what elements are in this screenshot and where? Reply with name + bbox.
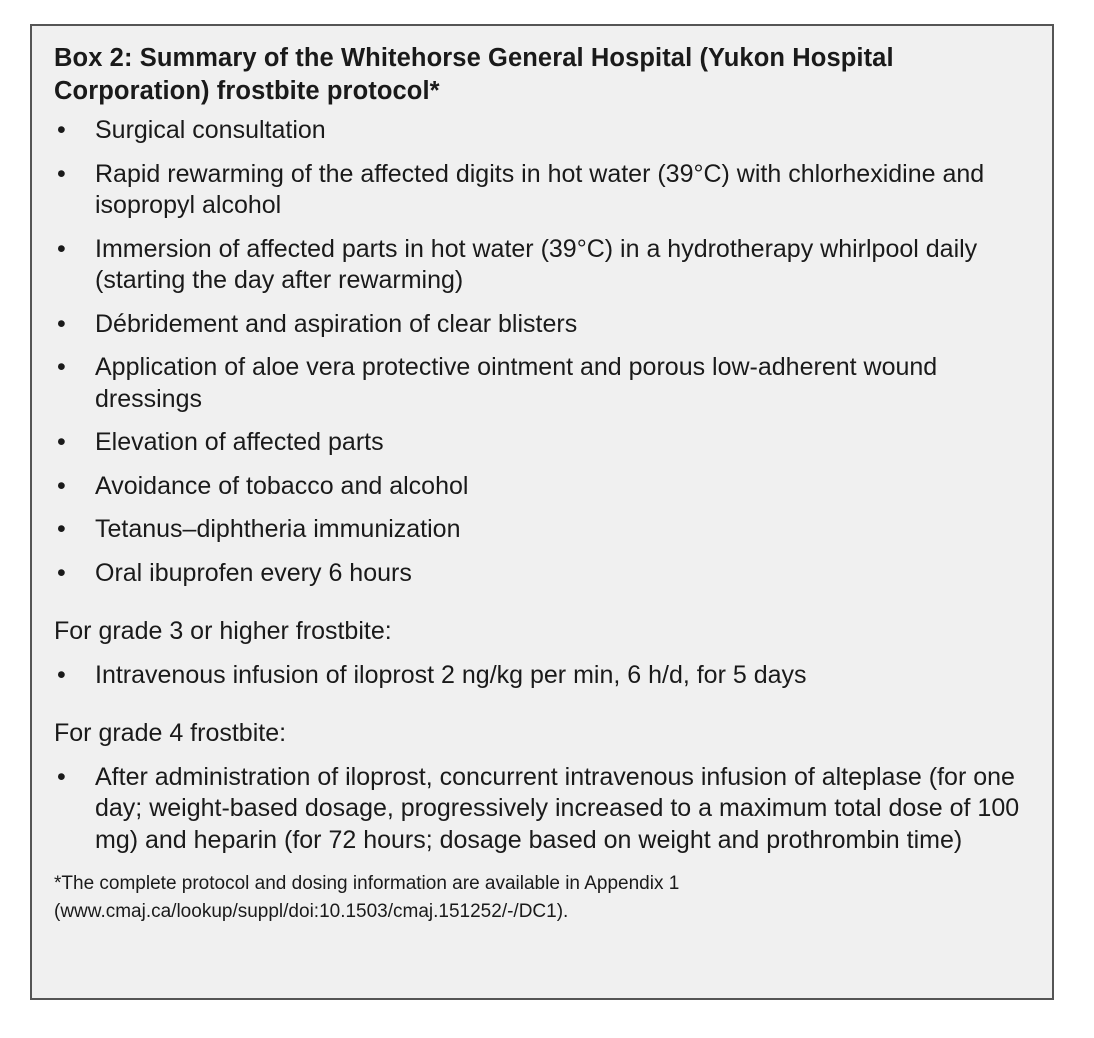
- bullet: •: [57, 309, 66, 338]
- list-item-text: Intravenous infusion of iloprost 2 ng/kg per min, 6 h/d, for 5 days: [95, 660, 807, 689]
- list-item-text: Avoidance of tobacco and alcohol: [95, 471, 469, 500]
- list-item: [54, 234, 1030, 297]
- list-item-text: Rapid rewarming of the affected digits in hot water (39°C) with chlorhexidine and isopropyl alcohol: [95, 159, 985, 219]
- list-item: [54, 427, 1030, 459]
- bullet: •: [57, 234, 66, 263]
- bullet: •: [57, 116, 66, 144]
- bullet: •: [57, 762, 66, 791]
- bullet: •: [57, 428, 66, 456]
- grade4-items-list: [54, 762, 1030, 857]
- list-item-text: Débridement and aspiration of clear blisters: [95, 309, 578, 338]
- box-title: Box 2: Summary of the Whitehorse General Hospital (Yukon Hospital Corporation) frostbite protocol*: [54, 44, 894, 105]
- list-item: [54, 514, 1030, 546]
- list-item-text: Tetanus–diphtheria immunization: [95, 515, 461, 543]
- list-item: [54, 660, 1030, 692]
- list-item-text: Elevation of affected parts: [95, 428, 384, 456]
- list-item-text: Surgical consultation: [95, 116, 326, 144]
- list-item: [54, 762, 1030, 857]
- list-item-text: After administration of iloprost, concurrent intravenous infusion of alteplase (for one day; weight-based dosage, progressively increased to a maximum total dose of 100 mg) and heparin (for 72 hours; dosage based on weight and prothrombin time): [95, 762, 1020, 854]
- bullet: •: [57, 660, 66, 689]
- bullet: •: [57, 159, 66, 188]
- list-item: [54, 309, 1030, 341]
- list-item: [54, 558, 1030, 590]
- grade3-heading: For grade 3 or higher frostbite:: [54, 617, 392, 645]
- bullet: •: [57, 515, 66, 543]
- list-item-text: Immersion of affected parts in hot water (39°C) in a hydrotherapy whirlpool daily (starting the day after rewarming): [95, 234, 978, 294]
- footnote: *The complete protocol and dosing information are available in Appendix 1 (www.cmaj.ca/lookup/suppl/doi:10.1503/cmaj.151252/-/DC1).: [54, 873, 680, 922]
- grade3-items-list: [54, 660, 1030, 692]
- list-item-text: Oral ibuprofen every 6 hours: [95, 558, 412, 587]
- list-item-text: Application of aloe vera protective ointment and porous low-adherent wound dressings: [95, 353, 938, 413]
- list-item: [54, 352, 1030, 415]
- list-item: [54, 115, 1030, 147]
- protocol-box: [30, 24, 1054, 1000]
- general-items-list: [54, 115, 1030, 589]
- list-item: [54, 159, 1030, 222]
- bullet: •: [57, 558, 66, 587]
- list-item: [54, 471, 1030, 503]
- bullet: •: [57, 353, 66, 381]
- grade4-heading: For grade 4 frostbite:: [54, 719, 287, 747]
- bullet: •: [57, 471, 66, 500]
